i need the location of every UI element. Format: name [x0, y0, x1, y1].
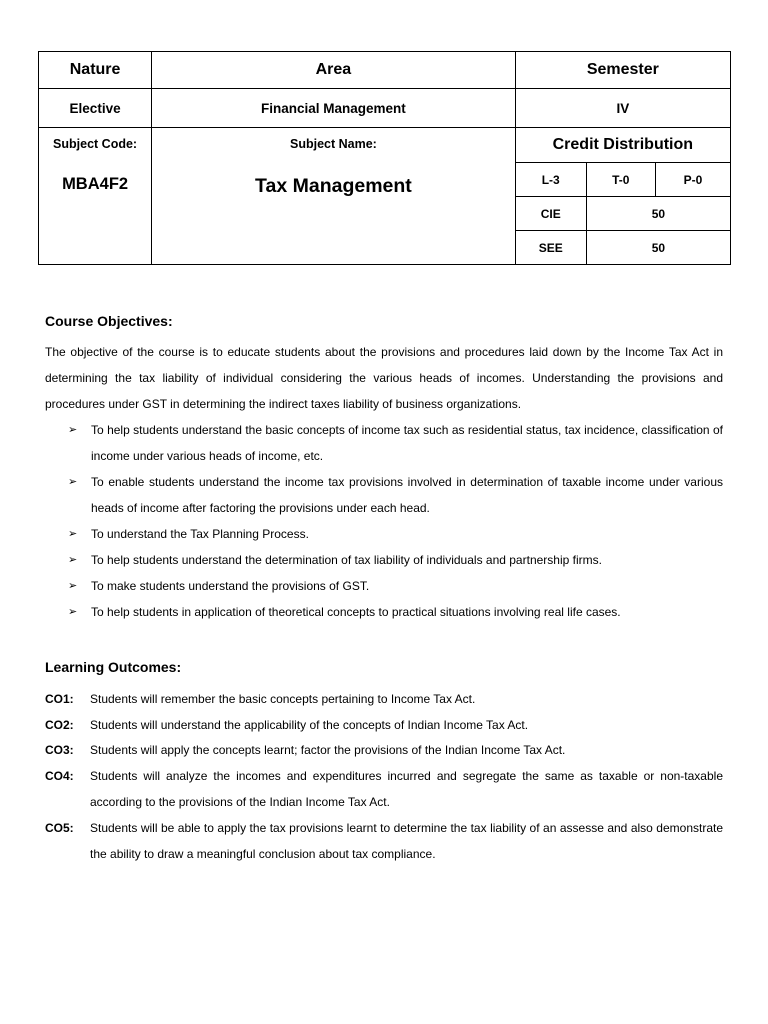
outcome-code: CO3:: [45, 743, 74, 757]
objective-text: To enable students understand the income tax provisions involved in determination of taxable income under various heads of income after factoring the provisions under each head.: [91, 475, 723, 515]
objective-item: [68, 469, 723, 521]
arrow-bullet-icon: ➢: [68, 528, 78, 540]
arrow-bullet-icon: ➢: [68, 580, 78, 592]
objective-text: To make students understand the provisions of GST.: [91, 579, 370, 593]
outcome-item: [45, 737, 723, 763]
outcome-item: [45, 815, 723, 867]
cie-value: 50: [586, 197, 730, 231]
outcome-text: Students will analyze the incomes and expenditures incurred and segregate the same as taxable or non-taxable according to the provisions of the Indian Income Tax Act.: [90, 769, 723, 809]
outcome-code: CO4:: [45, 769, 74, 783]
subject-row: [39, 128, 731, 163]
subject-name-label: Subject Name:: [289, 137, 377, 151]
subject-code-cell: [39, 128, 152, 265]
subject-name-cell: [152, 128, 516, 265]
subject-name: Tax Management: [255, 175, 412, 197]
arrow-bullet-icon: ➢: [68, 554, 78, 566]
cie-label: CIE: [515, 197, 586, 231]
course-info-table: [38, 51, 731, 265]
table-values-row: [39, 89, 731, 128]
objective-item: [68, 573, 723, 599]
nature-value: Elective: [39, 89, 152, 128]
objective-text: To help students in application of theoretical concepts to practical situations involving real life cases.: [91, 605, 621, 619]
objective-text: To help students understand the basic concepts of income tax such as residential status, tax incidence, classification of income under various heads of income, etc.: [91, 423, 723, 463]
credit-tutorial: T-0: [586, 163, 655, 197]
objective-text: To understand the Tax Planning Process.: [91, 527, 309, 541]
outcome-text: Students will apply the concepts learnt; factor the provisions of the Indian Income Tax Act.: [90, 743, 566, 757]
outcome-code: CO2:: [45, 718, 74, 732]
outcome-code: CO5:: [45, 821, 74, 835]
course-objectives-heading: Course Objectives:: [45, 313, 173, 329]
nature-header: Nature: [39, 52, 152, 89]
arrow-bullet-icon: ➢: [68, 424, 78, 436]
area-header: Area: [152, 52, 516, 89]
objective-item: [68, 547, 723, 573]
subject-code: MBA4F2: [62, 175, 129, 193]
arrow-bullet-icon: ➢: [68, 606, 78, 618]
outcome-text: Students will remember the basic concepts pertaining to Income Tax Act.: [90, 692, 476, 706]
outcome-text: Students will understand the applicability of the concepts of Indian Income Tax Act.: [90, 718, 529, 732]
area-value: Financial Management: [152, 89, 516, 128]
semester-value: IV: [515, 89, 730, 128]
outcome-item: [45, 763, 723, 815]
see-label: SEE: [515, 231, 586, 265]
course-objectives-intro: The objective of the course is to educate students about the provisions and procedures laid down by the Income Tax Act in determining the tax liability of individual considering the various heads of incomes. Understanding the provisions and procedures under GST in determining the indirect taxes liability of business organizations.: [45, 345, 723, 411]
outcome-item: [45, 686, 723, 712]
objective-item: [68, 417, 723, 469]
outcome-item: [45, 712, 723, 738]
table-header-row: [39, 52, 731, 89]
credit-lecture: L-3: [515, 163, 586, 197]
subject-code-label: Subject Code:: [53, 137, 138, 151]
outcome-text: Students will be able to apply the tax provisions learnt to determine the tax liability of an assesse and also demonstrate the ability to draw a meaningful conclusion about tax compliance.: [90, 821, 723, 861]
credit-distribution-label: Credit Distribution: [515, 128, 730, 163]
objective-item: [68, 599, 723, 625]
see-value: 50: [586, 231, 730, 265]
credit-practical: P-0: [655, 163, 730, 197]
objective-text: To help students understand the determination of tax liability of individuals and partnership firms.: [91, 553, 602, 567]
outcome-code: CO1:: [45, 692, 74, 706]
semester-header: Semester: [515, 52, 730, 89]
arrow-bullet-icon: ➢: [68, 476, 78, 488]
learning-outcomes-heading: Learning Outcomes:: [45, 659, 182, 675]
objective-item: [68, 521, 723, 547]
